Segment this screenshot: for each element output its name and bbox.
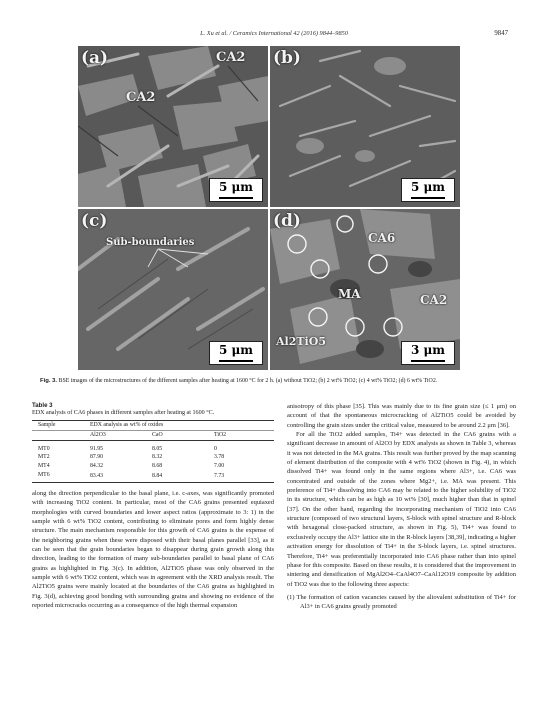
- figure-panel-b: [270, 46, 460, 207]
- page-number: 9847: [494, 30, 508, 37]
- table-group-header: EDX analysis as wt% of oxides: [90, 421, 274, 431]
- journal-citation: L. Xu et al. / Ceramics International 42 (2016) 9844–9850: [200, 30, 348, 37]
- list-item: (1) The formation of cation vacancies caused by the aliovalent substitution of Ti4+ for Al3+ in CA6 grains greatly promoted: [287, 593, 516, 611]
- table-row: MT0 91.95 8.05 0: [38, 445, 217, 452]
- table-row: MT6 83.43 8.84 7.73: [38, 471, 225, 480]
- figure-panel-c: [78, 209, 268, 370]
- annotation-ca2: CA2: [420, 293, 448, 307]
- paragraph: anisotropy of this phase [35]. This was mainly due to its fine grain size (≤ 1 μm) on account of that the spontaneous microcracking of Al2TiO5 could be avoided by controlling the grain sizes under the critical value, measured to be around 2.2 μm [36].: [287, 403, 516, 429]
- edx-table: [32, 420, 274, 483]
- table-row: MT2 87.90 8.32 3.78: [38, 454, 225, 461]
- table-label: Table 3: [32, 402, 53, 409]
- scale-bar: 5 μm: [209, 341, 263, 365]
- annotation-ca2: CA2: [126, 90, 156, 105]
- panel-label: (c): [81, 211, 108, 231]
- table-header-al2o3: Al2O3: [90, 430, 152, 440]
- figure-3: [78, 46, 460, 370]
- figure-panel-a: [78, 46, 268, 207]
- panel-label: (a): [81, 48, 109, 68]
- paragraph: along the direction perpendicular to the basal plane, i.e. c-axes, was significantly promoted with increasing TiO2 content. In particular, most of the CA6 grains presented equiaxed morphologies with curved boundaries and lower aspect ratios (approximate to 3: 1) in the sample with 6 wt% TiO2 content, contributing to eliminate pores and form highly dense structure. The main mechanism responsible for this growth of CA6 grains is the expense of the neighboring grains when these were disposed with their basal planes parallel [33], as it can be seen that the grain boundaries began to disappear during grain growth along this direction, leading to the formation of many sub-boundaries parallel to basal plane of CA6 grains as highlighted in Fig. 3(c). In addition, Al2TiO5 phase was only observed in the sample with 6 wt% TiO2 content, which was in agreement with the XRD analysis result. The Al2TiO5 grains were mainly located at the boundaries of the CA6 grains as highlighted in Fig. 3(d), achieving good bonding with surrounding grains and showing no evidence of the reported microcracks occurring as a consequence of the high thermal expansion: [32, 490, 274, 610]
- annotation-ca6: CA6: [368, 231, 396, 245]
- figure-caption: [40, 378, 508, 385]
- table-caption: EDX analysis of CA6 phases in different samples after heating at 1600 °C.: [32, 410, 215, 416]
- annotation-al2tio5: Al2TiO5: [276, 335, 326, 348]
- caption-label: Fig. 3.: [40, 378, 58, 384]
- scale-bar: 5 μm: [209, 178, 263, 202]
- annotation-sub-boundaries: Sub-boundaries: [106, 237, 195, 248]
- figure-panel-d: [270, 209, 460, 370]
- table-header-sample: Sample: [32, 421, 90, 431]
- panel-label: (d): [273, 211, 301, 231]
- panel-label: (b): [273, 48, 301, 68]
- annotation-ma: MA: [338, 287, 361, 301]
- body-column-left: [32, 489, 274, 610]
- annotation-ca2: CA2: [216, 50, 246, 65]
- table-header-tio2: TiO2: [214, 430, 274, 440]
- body-column-right: [287, 402, 516, 612]
- table-header-cao: CaO: [152, 430, 214, 440]
- scale-bar: 3 μm: [401, 341, 455, 365]
- table-row: MT4 84.32 8.68 7.00: [38, 463, 225, 470]
- page-header: [40, 30, 508, 42]
- scale-bar: 5 μm: [401, 178, 455, 202]
- paragraph: For all the TiO2 added samples, Ti4+ was detected in the CA6 grains with a significant decrease in amount of Al2O3 by EDX analysis as shown in Table 3, whereas it was not detected in the MA grains. This result was further proved by the map scanning of element distribution of the composite with 4 wt% TiO2 (shown in Fig. 4), in which dissolved Ti4+ was found only in the same regions where Al3+, i.e. CA6 was concentrated and outside of the zones where Mg2+, i.e. MA was present. This preference of Ti4+ dissolving into CA6 may be related to the higher solubility of TiO2 in its structure, which can be as high as 10 wt% [30], much higher than that in spinel [37]. On the other hand, regarding the incorporating mechanism of TiO2 into CA6 structure (composed of two structural layers, S-block with spinel structure and R-block with hexagonal close-packed structure, as shown in Fig. 5), Ti4+ was found to exclusively occupy the Al3+ lattice site in the R-block layers [38,39], indicating a higher activation energy for dissolution of Ti4+ in the S-block layers, i.e. spinel structures. Therefore, Ti4+ was preferentially incorporated into CA6 phase rather than into spinel phase for this composite. Based on these results, it is considered that the improvement in sintering and densification of MgAl2O4–CaAl4O7–CaAl12O19 composite by addition of TiO2 was due to the following three aspects:: [287, 431, 516, 588]
- caption-text: BSE images of the microstructures of the different samples after heating at 1600 °C for 2 h. (a) without TiO2; (b) 2 wt% TiO2; (c) 4 wt% TiO2; (d) 6 wt% TiO2.: [58, 378, 438, 384]
- table-3: [32, 402, 274, 483]
